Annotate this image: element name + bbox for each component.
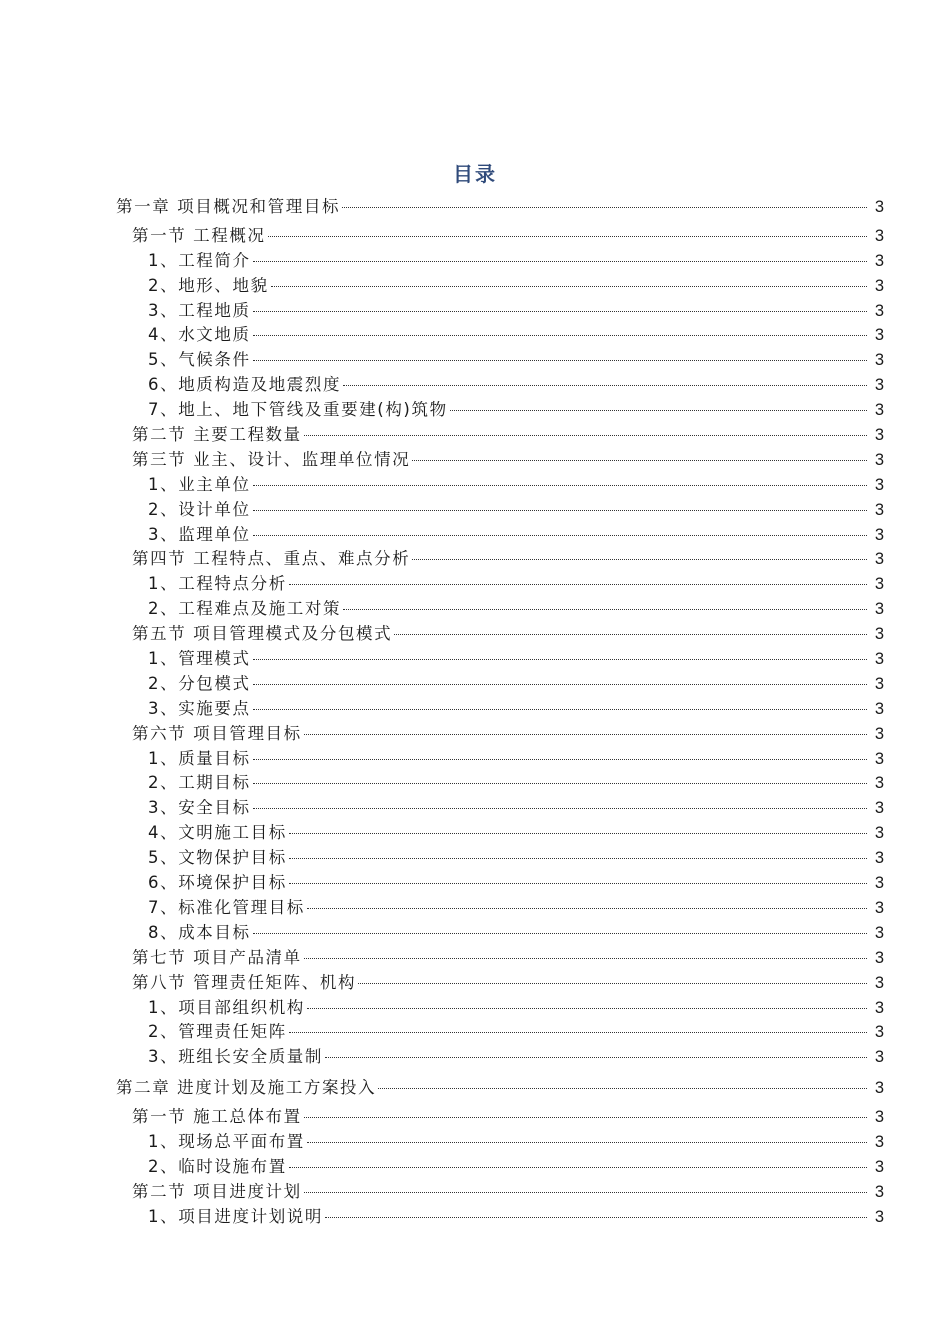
- toc-page-number: 3: [874, 625, 884, 644]
- toc-entry-level-3[interactable]: [0, 274, 950, 299]
- toc-entry-level-3[interactable]: [0, 871, 950, 896]
- toc-entry-text: 第二章 进度计划及施工方案投入: [116, 1078, 377, 1098]
- toc-dot-leader: [307, 1008, 867, 1009]
- toc-dot-leader: [253, 535, 867, 536]
- toc-dot-leader: [253, 360, 867, 361]
- toc-dot-leader: [253, 335, 867, 336]
- toc-entry-level-3[interactable]: [0, 846, 950, 871]
- toc-entry-text: 7、标准化管理目标: [148, 897, 305, 917]
- toc-entry-text: 第二节 项目进度计划: [132, 1181, 302, 1201]
- toc-entry-text: 第六节 项目管理目标: [132, 723, 302, 743]
- toc-entry-text: 3、工程地质: [148, 300, 251, 320]
- toc-entry-text: 6、环境保护目标: [148, 873, 287, 893]
- toc-entry-level-3[interactable]: [0, 572, 950, 597]
- toc-page-number: 3: [874, 351, 884, 370]
- toc-entry-text: 3、实施要点: [148, 698, 251, 718]
- toc-entry-text: 1、管理模式: [148, 649, 251, 669]
- toc-dot-leader: [271, 286, 867, 287]
- toc-page-number: 3: [874, 226, 884, 245]
- toc-dot-leader: [343, 609, 867, 610]
- toc-entry-level-3[interactable]: [0, 348, 950, 373]
- toc-entry-level-3[interactable]: [0, 1045, 950, 1070]
- toc-entry-level-2[interactable]: [0, 1105, 950, 1130]
- toc-entry-level-3[interactable]: [0, 1205, 950, 1230]
- toc-page-number: 3: [874, 824, 884, 843]
- toc-entry-text: 3、班组长安全质量制: [148, 1047, 323, 1067]
- toc-entry-level-3[interactable]: [0, 796, 950, 821]
- toc-page-number: 3: [874, 1079, 884, 1098]
- toc-page-number: 3: [874, 1207, 884, 1226]
- toc-entry-text: 4、水文地质: [148, 325, 251, 345]
- toc-entry-text: 第一节 工程概况: [132, 225, 266, 245]
- toc-page-number: 3: [874, 550, 884, 569]
- toc-dot-leader: [304, 734, 867, 735]
- toc-dot-leader: [289, 833, 867, 834]
- toc-list: [0, 195, 950, 1230]
- toc-entry-level-2[interactable]: [0, 722, 950, 747]
- toc-page-number: 3: [874, 774, 884, 793]
- toc-page-number: 3: [874, 650, 884, 669]
- toc-dot-leader: [253, 808, 867, 809]
- toc-dot-leader: [289, 1167, 867, 1168]
- toc-dot-leader: [253, 783, 867, 784]
- toc-dot-leader: [253, 759, 867, 760]
- toc-dot-leader: [304, 1117, 867, 1118]
- toc-page-number: 3: [874, 1132, 884, 1151]
- toc-dot-leader: [253, 709, 867, 710]
- toc-entry-text: 第三节 业主、设计、监理单位情况: [132, 449, 411, 469]
- toc-dot-leader: [289, 584, 867, 585]
- toc-page-number: 3: [874, 948, 884, 967]
- toc-page-number: 3: [874, 973, 884, 992]
- toc-entry-text: 第二节 主要工程数量: [132, 425, 302, 445]
- toc-dot-leader: [289, 1032, 867, 1033]
- toc-dot-leader: [253, 933, 867, 934]
- toc-entry-level-2[interactable]: [0, 622, 950, 647]
- toc-page-number: 3: [874, 898, 884, 917]
- toc-entry-level-2[interactable]: [0, 448, 950, 473]
- toc-entry-level-2[interactable]: [0, 1180, 950, 1205]
- toc-page-number: 3: [874, 525, 884, 544]
- toc-entry-text: 6、地质构造及地震烈度: [148, 375, 342, 395]
- toc-entry-level-3[interactable]: [0, 249, 950, 274]
- toc-entry-level-3[interactable]: [0, 896, 950, 921]
- toc-entry-text: 第五节 项目管理模式及分包模式: [132, 624, 393, 644]
- toc-dot-leader: [378, 1088, 867, 1089]
- toc-entry-level-2[interactable]: [0, 423, 950, 448]
- toc-title: 目录: [453, 162, 497, 186]
- toc-dot-leader: [304, 958, 867, 959]
- toc-entry-level-3[interactable]: [0, 323, 950, 348]
- toc-page-number: 3: [874, 923, 884, 942]
- toc-dot-leader: [253, 485, 867, 486]
- toc-entry-level-3[interactable]: [0, 523, 950, 548]
- toc-page-number: 3: [874, 998, 884, 1017]
- toc-entry-text: 第八节 管理责任矩阵、机构: [132, 972, 357, 992]
- toc-entry-text: 2、地形、地貌: [148, 275, 269, 295]
- toc-page-number: 3: [874, 276, 884, 295]
- toc-dot-leader: [253, 311, 867, 312]
- toc-page-number: 3: [874, 749, 884, 768]
- toc-dot-leader: [253, 659, 867, 660]
- toc-entry-level-3[interactable]: [0, 1155, 950, 1180]
- toc-entry-text: 1、业主单位: [148, 474, 251, 494]
- toc-page-number: 3: [874, 426, 884, 445]
- toc-dot-leader: [394, 634, 867, 635]
- toc-page-number: 3: [874, 401, 884, 420]
- toc-entry-text: 7、地上、地下管线及重要建(构)筑物: [148, 400, 448, 420]
- toc-entry-level-3[interactable]: [0, 672, 950, 697]
- toc-entry-level-3[interactable]: [0, 498, 950, 523]
- toc-entry-text: 2、工程难点及施工对策: [148, 599, 342, 619]
- toc-entry-text: 2、工期目标: [148, 773, 251, 793]
- toc-page-number: 3: [874, 326, 884, 345]
- toc-page-number: 3: [874, 1182, 884, 1201]
- toc-page-number: 3: [874, 575, 884, 594]
- toc-entry-text: 1、质量目标: [148, 748, 251, 768]
- toc-entry-text: 第四节 工程特点、重点、难点分析: [132, 549, 411, 569]
- toc-dot-leader: [253, 684, 867, 685]
- toc-dot-leader: [307, 908, 867, 909]
- toc-entry-text: 3、监理单位: [148, 524, 251, 544]
- toc-page-number: 3: [874, 251, 884, 270]
- toc-entry-text: 2、管理责任矩阵: [148, 1022, 287, 1042]
- toc-entry-text: 4、文明施工目标: [148, 823, 287, 843]
- toc-page-number: 3: [874, 475, 884, 494]
- toc-dot-leader: [358, 983, 867, 984]
- toc-entry-level-2[interactable]: [0, 971, 950, 996]
- toc-dot-leader: [325, 1057, 867, 1058]
- toc-dot-leader: [325, 1217, 867, 1218]
- toc-entry-level-2[interactable]: [0, 224, 950, 249]
- toc-page-number: 3: [874, 198, 884, 216]
- toc-dot-leader: [304, 1192, 867, 1193]
- toc-entry-level-3[interactable]: [0, 697, 950, 722]
- toc-entry-level-1[interactable]: [0, 1076, 950, 1101]
- toc-page-number: 3: [874, 674, 884, 693]
- toc-entry-level-3[interactable]: [0, 647, 950, 672]
- toc-page-number: 3: [874, 849, 884, 868]
- toc-entry-level-3[interactable]: [0, 597, 950, 622]
- toc-entry-level-3[interactable]: [0, 1020, 950, 1045]
- toc-entry-level-3[interactable]: [0, 821, 950, 846]
- toc-entry-level-3[interactable]: [0, 996, 950, 1021]
- toc-page-number: 3: [874, 1108, 884, 1127]
- toc-dot-leader: [412, 559, 867, 560]
- toc-dot-leader: [343, 385, 867, 386]
- toc-entry-text: 1、工程简介: [148, 250, 251, 270]
- toc-page-number: 3: [874, 1048, 884, 1067]
- toc-dot-leader: [253, 510, 867, 511]
- toc-entry-text: 1、现场总平面布置: [148, 1131, 305, 1151]
- toc-entry-text: 3、安全目标: [148, 798, 251, 818]
- toc-entry-level-2[interactable]: [0, 547, 950, 572]
- toc-entry-level-3[interactable]: [0, 373, 950, 398]
- toc-entry-text: 2、临时设施布置: [148, 1156, 287, 1176]
- toc-dot-leader: [450, 410, 867, 411]
- toc-dot-leader: [268, 236, 867, 237]
- toc-entry-text: 2、设计单位: [148, 499, 251, 519]
- toc-entry-text: 8、成本目标: [148, 922, 251, 942]
- toc-entry-text: 1、项目进度计划说明: [148, 1206, 323, 1226]
- toc-dot-leader: [412, 460, 867, 461]
- toc-page-number: 3: [874, 1023, 884, 1042]
- toc-page-number: 3: [874, 600, 884, 619]
- toc-entry-text: 第七节 项目产品清单: [132, 947, 302, 967]
- toc-entry-level-3[interactable]: [0, 921, 950, 946]
- toc-entry-text: 5、气候条件: [148, 350, 251, 370]
- toc-dot-leader: [289, 858, 867, 859]
- toc-entry-text: 5、文物保护目标: [148, 848, 287, 868]
- toc-page-number: 3: [874, 376, 884, 395]
- toc-entry-level-3[interactable]: [0, 1130, 950, 1155]
- toc-page-number: 3: [874, 301, 884, 320]
- toc-entry-level-1[interactable]: [0, 195, 950, 220]
- toc-entry-level-3[interactable]: [0, 747, 950, 772]
- toc-entry-level-3[interactable]: [0, 299, 950, 324]
- toc-entry-level-3[interactable]: [0, 398, 950, 423]
- toc-dot-leader: [304, 435, 867, 436]
- toc-entry-text: 2、分包模式: [148, 673, 251, 693]
- toc-page-number: 3: [874, 500, 884, 519]
- toc-page-number: 3: [874, 799, 884, 818]
- toc-entry-text: 1、工程特点分析: [148, 574, 287, 594]
- toc-page-number: 3: [874, 1157, 884, 1176]
- toc-dot-leader: [289, 883, 867, 884]
- toc-dot-leader: [253, 261, 867, 262]
- toc-dot-leader: [307, 1142, 867, 1143]
- toc-page-number: 3: [874, 724, 884, 743]
- toc-entry-text: 第一节 施工总体布置: [132, 1107, 302, 1127]
- toc-page-number: 3: [874, 450, 884, 469]
- toc-entry-level-3[interactable]: [0, 771, 950, 796]
- toc-page-number: 3: [874, 699, 884, 718]
- toc-entry-text: 1、项目部组织机构: [148, 997, 305, 1017]
- toc-entry-level-3[interactable]: [0, 473, 950, 498]
- toc-dot-leader: [342, 207, 867, 208]
- toc-entry-text: 第一章 项目概况和管理目标: [116, 197, 341, 216]
- toc-page-number: 3: [874, 874, 884, 893]
- toc-entry-level-2[interactable]: [0, 946, 950, 971]
